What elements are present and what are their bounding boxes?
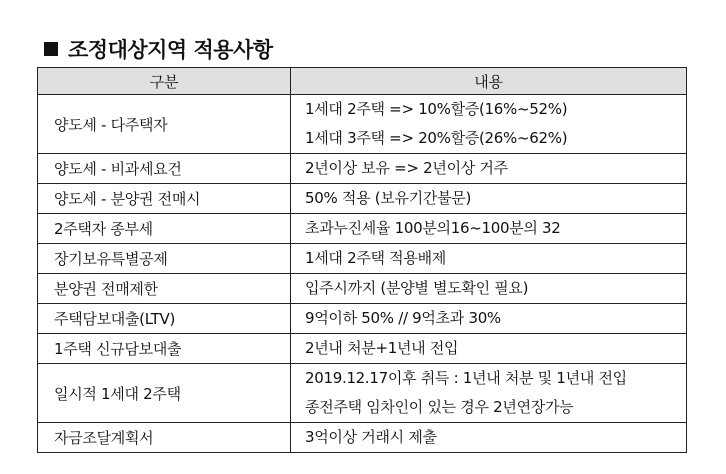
row-label: 2주택자 종부세 — [38, 214, 291, 244]
content-line: 9억이하 50% // 9억초과 30% — [305, 309, 501, 327]
table-row — [38, 95, 687, 154]
row-content — [291, 304, 687, 334]
content-line: 1세대 2주택 적용배제 — [305, 249, 446, 267]
content-line: 종전주택 임차인이 있는 경우 2년연장가능 — [305, 398, 574, 416]
header-category: 구분 — [38, 68, 291, 95]
row-label: 1주택 신규담보대출 — [38, 334, 291, 364]
row-label: 양도세 - 비과세요건 — [38, 154, 291, 184]
table-header-row — [38, 68, 687, 95]
table-row — [38, 364, 687, 423]
row-label: 장기보유특별공제 — [38, 244, 291, 274]
table-row — [38, 154, 687, 184]
content-line: 3억이상 거래시 제출 — [305, 428, 437, 446]
regulation-table — [37, 67, 687, 453]
row-label: 분양권 전매제한 — [38, 274, 291, 304]
table-row — [38, 334, 687, 364]
title-text: 조정대상지역 적용사항 — [68, 38, 273, 62]
content-line: 2년내 처분+1년내 전입 — [305, 339, 459, 357]
content-line: 초과누진세율 100분의16~100분의 32 — [305, 219, 561, 237]
row-label: 양도세 - 다주택자 — [38, 95, 291, 154]
square-bullet-icon — [44, 42, 58, 56]
row-content — [291, 334, 687, 364]
row-content — [291, 95, 687, 154]
row-content — [291, 423, 687, 453]
row-label: 일시적 1세대 2주택 — [38, 364, 291, 423]
table-row — [38, 214, 687, 244]
content-line: 1세대 2주택 => 10%할증(16%~52%) — [305, 100, 568, 118]
row-content — [291, 244, 687, 274]
content-line: 50% 적용 (보유기간불문) — [305, 189, 472, 207]
page-title — [44, 34, 273, 64]
row-label: 자금조달계획서 — [38, 423, 291, 453]
table-row — [38, 423, 687, 453]
content-line: 1세대 3주택 => 20%할증(26%~62%) — [305, 129, 568, 147]
row-content — [291, 184, 687, 214]
row-content — [291, 364, 687, 423]
table-row — [38, 184, 687, 214]
header-content: 내용 — [291, 68, 687, 95]
row-content — [291, 274, 687, 304]
table-row — [38, 304, 687, 334]
row-label: 주택담보대출(LTV) — [38, 304, 291, 334]
content-line: 2019.12.17이후 취득 : 1년내 처분 및 1년내 전입 — [305, 369, 627, 387]
table-row — [38, 274, 687, 304]
table-row — [38, 244, 687, 274]
content-line: 2년이상 보유 => 2년이상 거주 — [305, 159, 508, 177]
content-line: 입주시까지 (분양별 별도확인 필요) — [305, 279, 529, 297]
row-content — [291, 214, 687, 244]
row-label: 양도세 - 분양권 전매시 — [38, 184, 291, 214]
row-content — [291, 154, 687, 184]
